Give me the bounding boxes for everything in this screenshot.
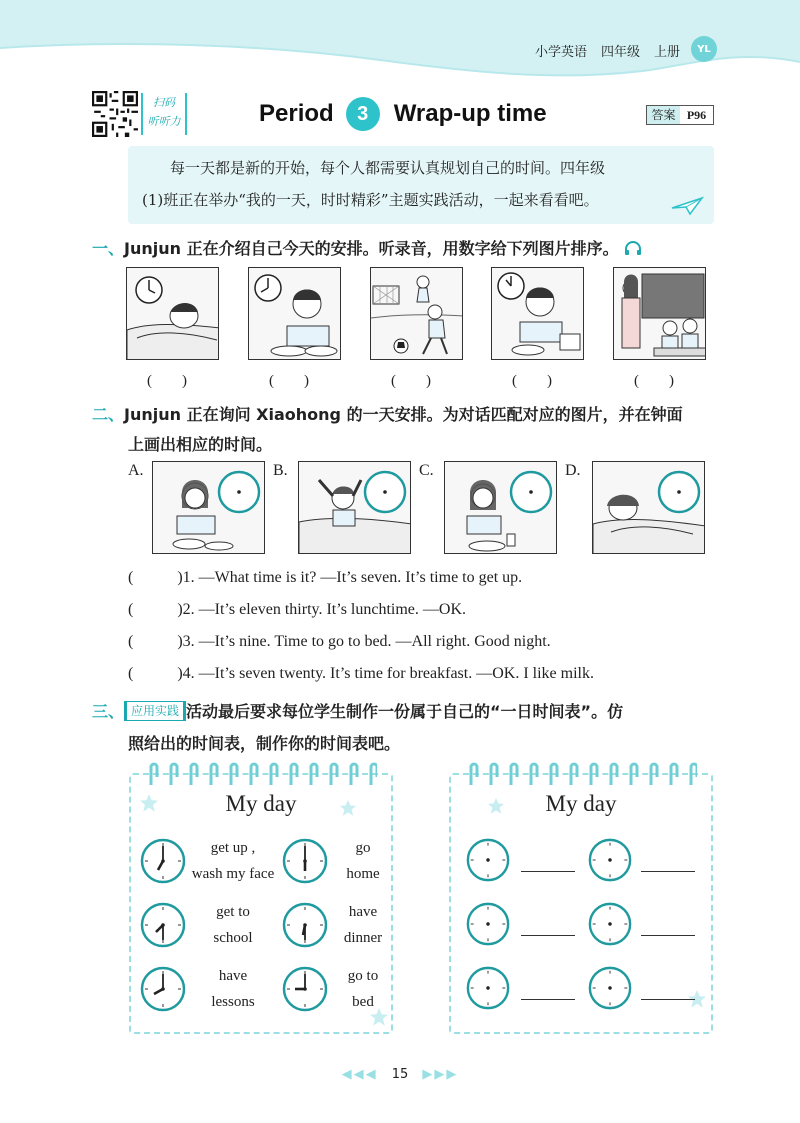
picture-d-girl-sleeping [592, 461, 705, 554]
option-letter-b: B. [273, 462, 288, 479]
scan-to-listen-label: 扫码 听听力 [141, 93, 187, 135]
activity-go-home: go home [346, 840, 380, 882]
answer-blank-4[interactable]: ( ) [512, 373, 552, 389]
blank-clock[interactable] [587, 901, 633, 947]
binder-rings-icon [145, 761, 377, 791]
activity-blank-line[interactable] [641, 999, 695, 1000]
period-number-badge: 3 [346, 97, 380, 131]
option-letter-d: D. [565, 462, 581, 479]
picture-b-girl-waking [298, 461, 411, 554]
answer-blank-3[interactable]: ( ) [391, 373, 431, 389]
picture-1-sleeping [126, 267, 219, 360]
qr-code-icon[interactable] [92, 91, 138, 137]
intro-line-2: (1)班正在举办“我的一天，时时精彩”主题实践活动，一起来看看吧。 [142, 191, 599, 209]
intro-box [128, 146, 714, 224]
title-period: Period [259, 100, 334, 127]
page-title [259, 96, 547, 132]
blank-clock[interactable] [587, 965, 633, 1011]
practice-tag: 应用实践 [124, 701, 186, 721]
question-3: 三、 应用实践 活动最后要求每位学生制作一份属于自己的“一日时间表”。仿 照给出的时间表，制作你的时间表吧。 [92, 702, 624, 753]
blank-clock[interactable] [465, 965, 511, 1011]
publisher-badge: YL [691, 36, 717, 62]
binder-rings-icon [465, 761, 697, 791]
dialogue-1: ( )1. —What time is it? —It’s seven. It’s time to get up. [128, 569, 523, 586]
question-2: 二、Junjun 正在询问 Xiaohong 的一天安排。为对话匹配对应的图片，并在钟面 上画出相应的时间。 [92, 405, 683, 454]
clock-nine [281, 965, 329, 1013]
clock-seven-thirty [139, 901, 187, 949]
answer-page: P96 [686, 108, 707, 122]
clock-eight [139, 965, 187, 1013]
activity-blank-line[interactable] [521, 871, 575, 872]
activity-blank-line[interactable] [641, 871, 695, 872]
activity-go-to-bed: go to bed [347, 968, 379, 1010]
card-title: My day [545, 791, 617, 816]
picture-3-playing-football [370, 267, 463, 360]
right-arrows-icon: ▶▶▶ [422, 1067, 459, 1082]
schedule-card-example [129, 773, 393, 1034]
picture-5-classroom [613, 267, 706, 360]
activity-have-dinner: have dinner [343, 904, 383, 946]
dialogue-2: ( )2. —It’s eleven thirty. It’s lunchtime. —OK. [128, 601, 467, 618]
activity-get-to-school: get to school [213, 904, 253, 946]
question-1: 一、Junjun 正在介绍自己今天的安排。听录音，用数字给下列图片排序。 [92, 236, 642, 259]
schedule-card-blank [449, 773, 713, 1034]
header-tags [535, 41, 680, 60]
subject-label: 小学英语 [535, 45, 588, 60]
option-letter-a: A. [128, 462, 144, 479]
page-footer [0, 1067, 800, 1082]
grade-label: 四年级 [601, 45, 641, 60]
activity-get-up: get up , wash my face [191, 840, 275, 882]
activity-blank-line[interactable] [521, 999, 575, 1000]
term-label: 上册 [654, 45, 681, 60]
answer-blank-5[interactable]: ( ) [634, 373, 674, 389]
answer-label: 答案 [647, 106, 680, 124]
dialogue-4: ( )4. —It’s seven twenty. It’s time for breakfast. —OK. I like milk. [128, 665, 594, 682]
title-name: Wrap-up time [393, 100, 547, 127]
picture-a-girl-breakfast [152, 461, 265, 554]
paper-plane-icon [670, 196, 704, 216]
blank-clock[interactable] [465, 837, 511, 883]
blank-clock[interactable] [465, 901, 511, 947]
activity-blank-line[interactable] [641, 935, 695, 936]
picture-c-girl-lunch [444, 461, 557, 554]
activity-blank-line[interactable] [521, 935, 575, 936]
intro-line-1: 每一天都是新的开始，每个人都需要认真规划自己的时间。四年级 [170, 159, 606, 177]
dialogue-3: ( )3. —It’s nine. Time to go to bed. —All right. Good night. [128, 633, 551, 650]
card-title: My day [225, 791, 297, 816]
clock-six-thirty [281, 901, 329, 949]
picture-2-breakfast-boy [248, 267, 341, 360]
answer-reference [646, 105, 714, 125]
activity-have-lessons: have lessons [211, 968, 255, 1010]
answer-blank-1[interactable]: ( ) [147, 373, 187, 389]
clock-seven [139, 837, 187, 885]
answer-blank-2[interactable]: ( ) [269, 373, 309, 389]
left-arrows-icon: ◀◀◀ [341, 1067, 378, 1082]
page-number: 15 [391, 1067, 409, 1082]
blank-clock[interactable] [587, 837, 633, 883]
clock-six [281, 837, 329, 885]
picture-4-lunch-boy [491, 267, 584, 360]
option-letter-c: C. [419, 462, 434, 479]
headphones-icon[interactable] [624, 240, 642, 256]
